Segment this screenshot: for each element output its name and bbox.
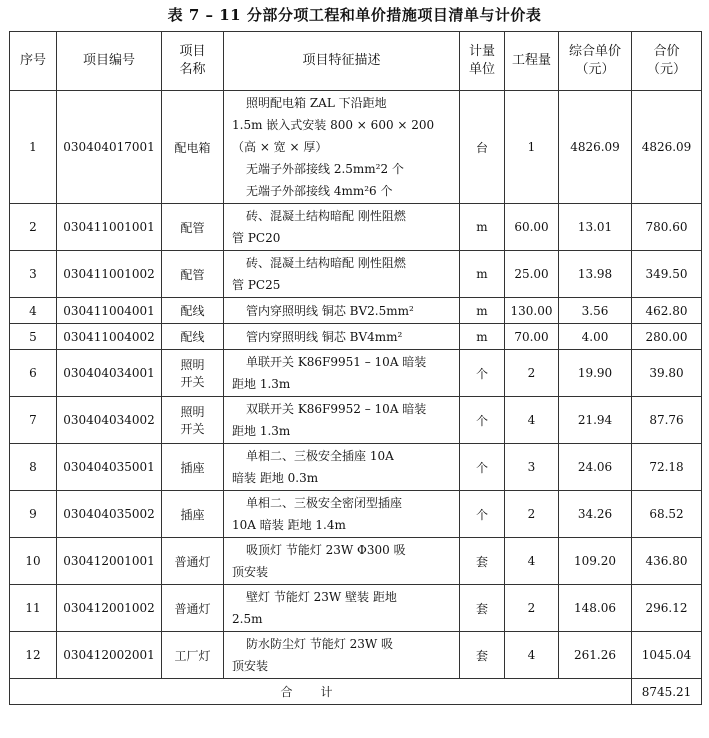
cell-desc-line: （高 × 宽 × 厚） (232, 140, 328, 154)
cell-price: 109.20 (559, 538, 632, 585)
cell-unit: 个 (460, 397, 505, 444)
cell-seq: 2 (10, 204, 57, 251)
total-value: 8745.21 (632, 679, 702, 705)
cell-price: 34.26 (559, 491, 632, 538)
table-row (10, 538, 702, 585)
cell-price: 4826.09 (559, 91, 632, 204)
cell-qty: 130.00 (505, 298, 559, 324)
cell-desc-line: 单联开关 K86F9951 – 10A 暗装 (246, 355, 427, 369)
cell-name-line: 照明 (180, 358, 205, 372)
cell-name (162, 298, 224, 324)
cell-name-line: 普通灯 (174, 554, 211, 569)
cell-desc (224, 632, 460, 679)
cell-desc (224, 585, 460, 632)
cell-desc-line: 2.5m (232, 612, 263, 626)
cell-unit: 套 (460, 538, 505, 585)
cell-qty: 4 (505, 538, 559, 585)
header-unit: 计量 单位 (460, 32, 505, 91)
cell-desc-line: 顶安装 (232, 565, 269, 579)
cell-seq: 6 (10, 350, 57, 397)
cell-total: 68.52 (632, 491, 702, 538)
cell-price: 4.00 (559, 324, 632, 350)
cell-code: 030411004001 (57, 298, 162, 324)
cell-price: 13.98 (559, 251, 632, 298)
cell-desc-line: 管 PC25 (232, 278, 281, 292)
cell-name-line: 配线 (180, 304, 205, 318)
cell-desc (224, 298, 460, 324)
cell-name-line: 配电箱 (174, 140, 211, 155)
cell-total: 1045.04 (632, 632, 702, 679)
cell-unit: 台 (460, 91, 505, 204)
cell-qty: 2 (505, 491, 559, 538)
cell-qty: 3 (505, 444, 559, 491)
cell-name (162, 491, 224, 538)
cell-price: 13.01 (559, 204, 632, 251)
cell-qty: 70.00 (505, 324, 559, 350)
cell-qty: 4 (505, 397, 559, 444)
cell-unit: 套 (460, 585, 505, 632)
cell-qty: 4 (505, 632, 559, 679)
header-code: 项目编号 (57, 32, 162, 91)
cell-desc-line: 壁灯 节能灯 23W 壁装 距地 (246, 590, 397, 604)
header-price: 综合单价 （元） (559, 32, 632, 91)
table-row (10, 632, 702, 679)
cell-name (162, 585, 224, 632)
cell-name-line: 照明 (180, 405, 205, 419)
header-seq: 序号 (10, 32, 57, 91)
cell-unit: 个 (460, 350, 505, 397)
cell-desc-line: 距地 1.3m (232, 377, 291, 391)
cell-name (162, 204, 224, 251)
table-row (10, 585, 702, 632)
cell-price: 261.26 (559, 632, 632, 679)
cell-desc-line: 吸顶灯 节能灯 23W Φ300 吸 (246, 543, 406, 557)
cell-code: 030412001001 (57, 538, 162, 585)
cell-name-line: 开关 (180, 422, 205, 436)
header-name: 项目 名称 (162, 32, 224, 91)
cell-total: 436.80 (632, 538, 702, 585)
table-row (10, 324, 702, 350)
cell-total: 280.00 (632, 324, 702, 350)
cell-unit: m (460, 204, 505, 251)
header-qty: 工程量 (505, 32, 559, 91)
cell-name (162, 538, 224, 585)
cell-desc-line: 无端子外部接线 4mm²6 个 (246, 184, 393, 198)
cell-seq: 9 (10, 491, 57, 538)
cell-unit: m (460, 251, 505, 298)
cell-desc-line: 暗装 距地 0.3m (232, 471, 319, 485)
cell-desc-line: 双联开关 K86F9952 – 10A 暗装 (246, 402, 427, 416)
cell-desc-line: 单相二、三极安全密闭型插座 (246, 496, 403, 510)
cell-qty: 1 (505, 91, 559, 204)
cell-code: 030411004002 (57, 324, 162, 350)
cell-seq: 4 (10, 298, 57, 324)
cell-desc-line: 砖、混凝土结构暗配 刚性阻燃 (246, 209, 406, 223)
cell-unit: m (460, 298, 505, 324)
cell-qty: 2 (505, 585, 559, 632)
table-row (10, 397, 702, 444)
cell-desc (224, 251, 460, 298)
cell-name (162, 350, 224, 397)
cell-desc-line: 10A 暗装 距地 1.4m (232, 518, 346, 532)
cell-code: 030412002001 (57, 632, 162, 679)
table-row (10, 491, 702, 538)
cell-name (162, 91, 224, 204)
cell-total: 4826.09 (632, 91, 702, 204)
cell-price: 148.06 (559, 585, 632, 632)
cell-desc-line: 管内穿照明线 铜芯 BV2.5mm² (246, 303, 414, 318)
cell-name-line: 插座 (180, 507, 205, 522)
cell-desc (224, 538, 460, 585)
cell-desc-line: 管内穿照明线 铜芯 BV4mm² (246, 329, 403, 344)
cell-seq: 7 (10, 397, 57, 444)
cell-name (162, 251, 224, 298)
cell-desc-line: 1.5m 嵌入式安装 800 × 600 × 200 (232, 118, 435, 132)
cell-price: 21.94 (559, 397, 632, 444)
cell-qty: 60.00 (505, 204, 559, 251)
cell-code: 030404034001 (57, 350, 162, 397)
cell-code: 030404035002 (57, 491, 162, 538)
cell-seq: 3 (10, 251, 57, 298)
cell-total: 39.80 (632, 350, 702, 397)
cell-desc (224, 204, 460, 251)
table-row (10, 251, 702, 298)
cell-desc (224, 491, 460, 538)
table-row (10, 350, 702, 397)
cell-name-line: 普通灯 (174, 601, 211, 616)
bill-of-quantities-table (9, 31, 702, 705)
cell-qty: 25.00 (505, 251, 559, 298)
cell-unit: 套 (460, 632, 505, 679)
header-total: 合价 （元） (632, 32, 702, 91)
cell-desc (224, 397, 460, 444)
cell-total: 296.12 (632, 585, 702, 632)
cell-seq: 10 (10, 538, 57, 585)
cell-code: 030404017001 (57, 91, 162, 204)
cell-total: 349.50 (632, 251, 702, 298)
cell-unit: 个 (460, 444, 505, 491)
cell-desc (224, 324, 460, 350)
cell-price: 19.90 (559, 350, 632, 397)
table-row (10, 91, 702, 204)
cell-code: 030412001002 (57, 585, 162, 632)
cell-seq: 12 (10, 632, 57, 679)
table-body (10, 91, 702, 679)
cell-total: 87.76 (632, 397, 702, 444)
table-row (10, 444, 702, 491)
cell-price: 24.06 (559, 444, 632, 491)
cell-seq: 8 (10, 444, 57, 491)
cell-code: 030404035001 (57, 444, 162, 491)
cell-code: 030411001002 (57, 251, 162, 298)
cell-name-line: 配管 (180, 267, 205, 282)
cell-desc-line: 距地 1.3m (232, 424, 291, 438)
cell-seq: 5 (10, 324, 57, 350)
cell-desc-line: 无端子外部接线 2.5mm²2 个 (246, 162, 404, 176)
cell-total: 780.60 (632, 204, 702, 251)
total-row (10, 679, 702, 705)
cell-name (162, 397, 224, 444)
cell-name (162, 324, 224, 350)
cell-desc-line: 管 PC20 (232, 231, 281, 245)
cell-seq: 11 (10, 585, 57, 632)
cell-code: 030404034002 (57, 397, 162, 444)
cell-price: 3.56 (559, 298, 632, 324)
cell-desc-line: 防水防尘灯 节能灯 23W 吸 (246, 637, 394, 651)
cell-code: 030411001001 (57, 204, 162, 251)
cell-name (162, 444, 224, 491)
cell-total: 72.18 (632, 444, 702, 491)
table-row (10, 298, 702, 324)
cell-desc (224, 91, 460, 204)
cell-desc-line: 单相二、三极安全插座 10A (246, 449, 394, 463)
cell-name-line: 开关 (180, 375, 205, 389)
header-desc: 项目特征描述 (224, 32, 460, 91)
cell-total: 462.80 (632, 298, 702, 324)
cell-desc-line: 照明配电箱 ZAL 下沿距地 (246, 96, 387, 110)
table-title: 表 7 – 11 分部分项工程和单价措施项目清单与计价表 (167, 6, 542, 24)
cell-desc-line: 顶安装 (232, 659, 269, 673)
table-row (10, 204, 702, 251)
cell-desc (224, 444, 460, 491)
total-label: 合计 (10, 679, 632, 705)
cell-name-line: 工厂灯 (174, 648, 211, 663)
cell-name-line: 配线 (180, 330, 205, 344)
cell-name-line: 插座 (180, 460, 205, 475)
cell-name-line: 配管 (180, 220, 205, 235)
cell-seq: 1 (10, 91, 57, 204)
cell-unit: m (460, 324, 505, 350)
cell-desc (224, 350, 460, 397)
cell-name (162, 632, 224, 679)
cell-desc-line: 砖、混凝土结构暗配 刚性阻燃 (246, 256, 406, 270)
cell-unit: 个 (460, 491, 505, 538)
cell-qty: 2 (505, 350, 559, 397)
header-row (10, 32, 702, 91)
